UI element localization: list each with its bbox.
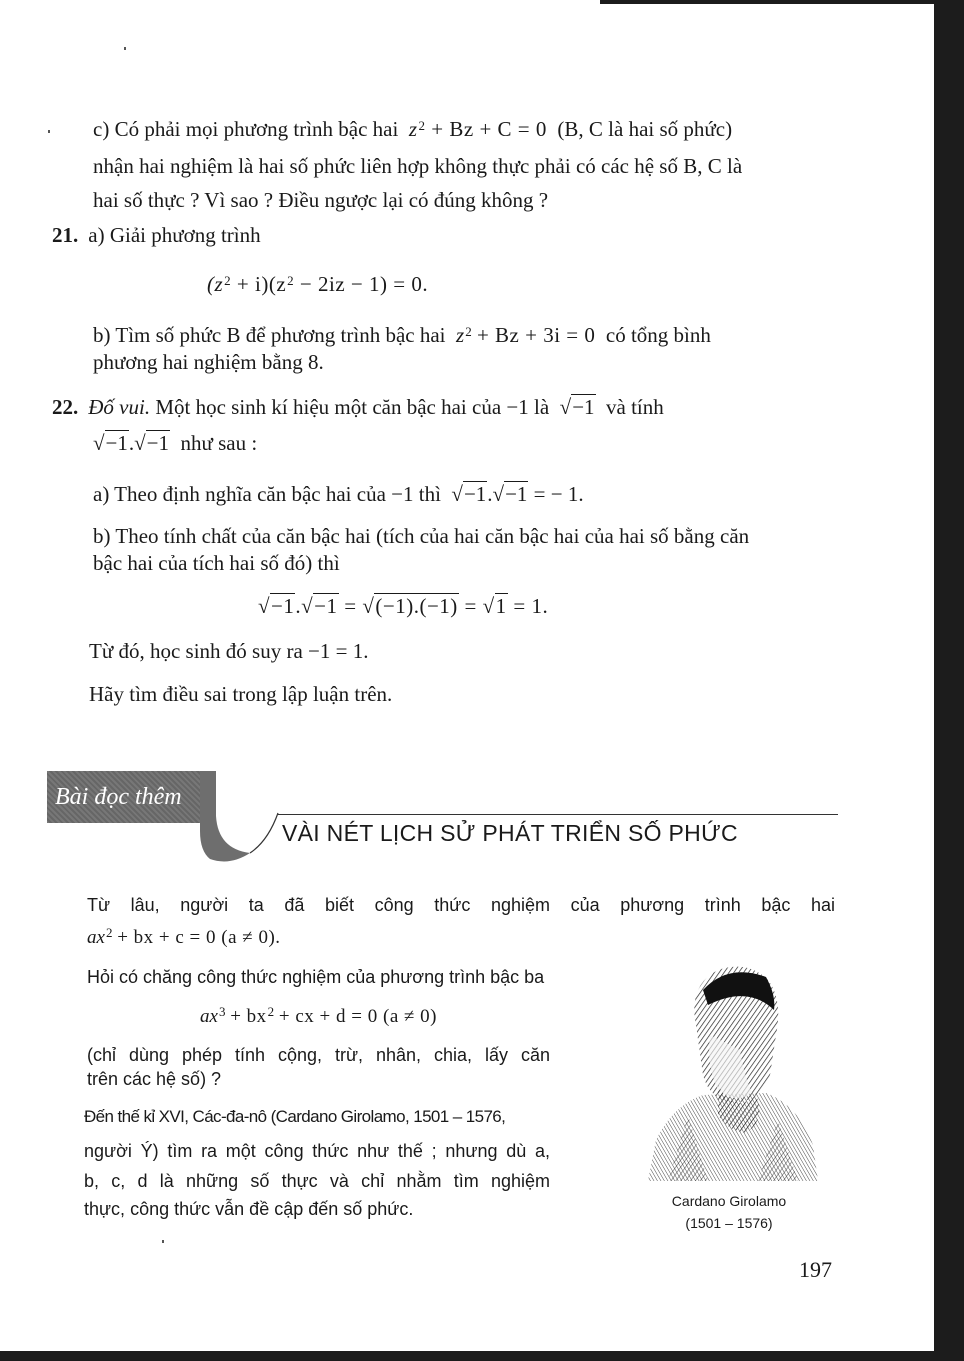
cardano-portrait-image xyxy=(648,955,818,1181)
section-rule xyxy=(278,814,838,815)
exercise-number: 22. xyxy=(52,395,79,419)
sqrt-icon: √ xyxy=(258,594,271,618)
sqrt-icon: √ xyxy=(301,594,314,618)
exercise-22-part-b-line-1: b) Theo tính chất của căn bậc hai (tích của hai căn bậc hai của hai số bằng căn xyxy=(93,524,750,548)
exercise-22-line-2: √−1.√−1 như sau : xyxy=(93,431,258,455)
exercise-22-part-b-equation: √−1.√−1 = √(−1).(−1) = √1 = 1. xyxy=(258,594,549,618)
exercise-20c-line-1 xyxy=(93,115,732,146)
reading-paragraph-4-line-1: Đến thế kỉ XVI, Các-đa-nô (Cardano Girolamo, 1501 – 1576, xyxy=(84,1107,506,1126)
exercise-22-part-a: a) Theo định nghĩa căn bậc hai của −1 thì √−1.√−1 = − 1. xyxy=(93,482,584,506)
page-number: 197 xyxy=(799,1257,832,1282)
reading-paragraph-2: Hỏi có chăng công thức nghiệm của phương trình bậc ba xyxy=(87,967,545,987)
scan-edge-top xyxy=(600,0,940,4)
text: (B, C là hai số phức) xyxy=(557,117,733,141)
sqrt-icon: √ xyxy=(451,482,463,506)
reading-paragraph-1-line-2: $ax^2$ + bx + c = 0 (a ≠ 0). xyxy=(87,925,281,948)
sqrt-icon: √ xyxy=(362,594,375,618)
reading-paragraph-4-line-3: b, c, d là những số thực và chỉ nhằm tìm nghiệm xyxy=(84,1171,550,1191)
portrait-caption-name: Cardano Girolamo xyxy=(671,1193,787,1209)
reading-cubic-equation: $ax^3 + bx^2$ + cx + d = 0 (a ≠ 0) xyxy=(200,1004,438,1027)
exercise-22-part-b-line-2: bậc hai của tích hai số đó) thì xyxy=(93,551,340,575)
exercise-21-line-b1: b) Tìm số phức B để phương trình bậc hai $z^2 + Bz + 3i = 0$ có tổng bình xyxy=(93,323,711,347)
text: c) Có phải mọi phương trình bậc hai xyxy=(93,117,399,141)
scan-speck xyxy=(48,130,50,133)
section-title: VÀI NÉT LỊCH SỬ PHÁT TRIỂN SỐ PHỨC xyxy=(282,820,738,846)
sqrt-icon: √ xyxy=(559,395,572,419)
further-reading-banner: Bài đọc thêm xyxy=(47,771,216,823)
equation: $z^2 + Bz + C = 0$ xyxy=(408,117,547,141)
exercise-21-line-b2: phương hai nghiệm bằng 8. xyxy=(93,350,324,374)
sqrt-icon: √ xyxy=(93,431,105,455)
reading-paragraph-4-line-2: người Ý) tìm ra một công thức như thế ; nhưng dù a, xyxy=(84,1141,550,1161)
scan-edge-bottom xyxy=(0,1351,964,1361)
exercise-22-task: Hãy tìm điều sai trong lập luận trên. xyxy=(89,682,393,706)
reading-paragraph-3-line-2: trên các hệ số) ? xyxy=(87,1069,222,1089)
portrait-caption-years: (1501 – 1576) xyxy=(685,1215,773,1231)
exercise-21-line-a: 21. a) Giải phương trình xyxy=(52,223,261,247)
scan-edge-right xyxy=(934,0,964,1361)
exercise-21-equation: $(z^2 + i)(z^2 - 2iz - 1) = 0$. xyxy=(207,272,429,296)
sqrt-icon: √ xyxy=(134,431,146,455)
reading-paragraph-4-line-4: thực, công thức vẫn đề cập đến số phức. xyxy=(84,1199,414,1219)
scan-speck xyxy=(162,1240,164,1243)
exercise-number: 21. xyxy=(52,223,79,247)
banner-curve-icon xyxy=(200,771,280,866)
exercise-20c-line-2: nhận hai nghiệm là hai số phức liên hợp không thực phải có các hệ số B, C là xyxy=(93,154,743,178)
sqrt-icon: √ xyxy=(482,594,495,618)
exercise-20c-line-3: hai số thực ? Vì sao ? Điều ngược lại có đúng không ? xyxy=(93,188,549,212)
reading-paragraph-3-line-1: (chỉ dùng phép tính cộng, trừ, nhân, chia, lấy căn xyxy=(87,1045,550,1065)
reading-paragraph-1-line-1: Từ lâu, người ta đã biết công thức nghiệm của phương trình bậc hai xyxy=(87,895,835,915)
exercise-22-conclusion: Từ đó, học sinh đó suy ra −1 = 1. xyxy=(89,639,369,663)
scan-speck xyxy=(124,47,126,50)
sqrt-icon: √ xyxy=(492,482,505,506)
exercise-22-line-1: 22. Đố vui. Một học sinh kí hiệu một căn bậc hai của −1 là √−1 và tính xyxy=(52,395,664,419)
